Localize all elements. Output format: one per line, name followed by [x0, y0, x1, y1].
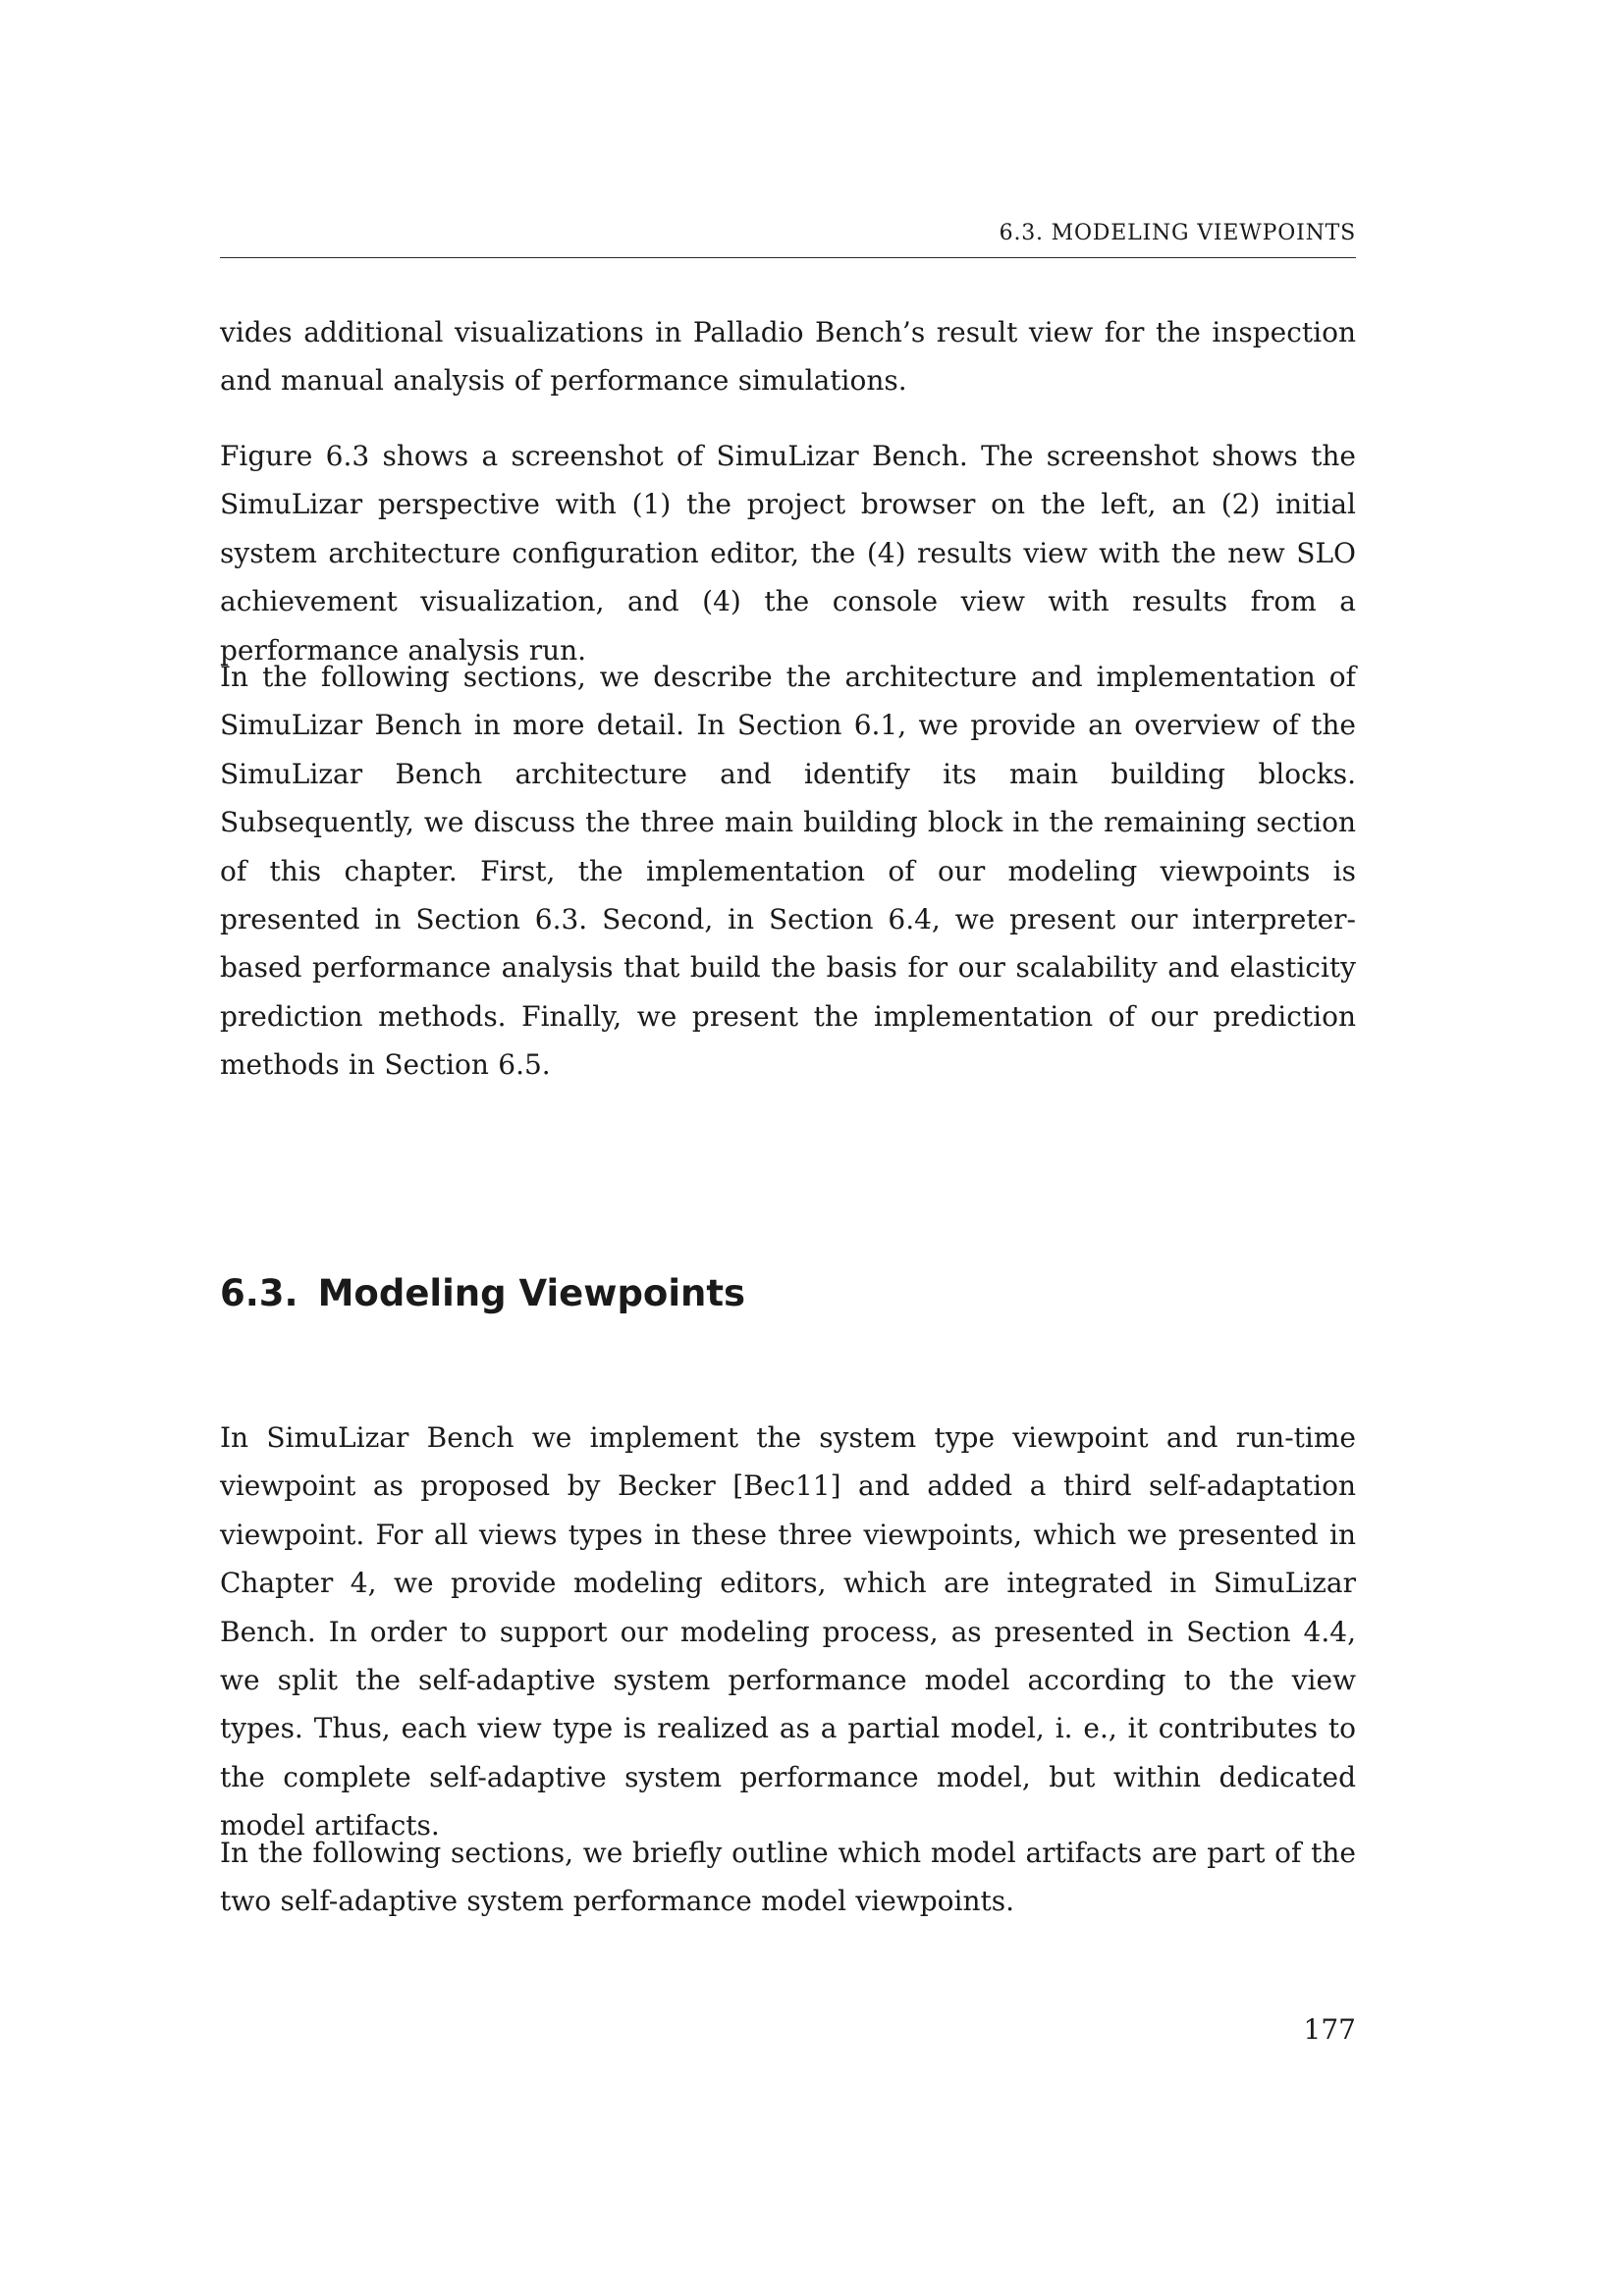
section-number: 6.3. — [220, 1272, 298, 1314]
body-paragraph-section-overview: In the following sections, we describe the architecture and implementation of SimuLizar Bench in more detail. In Section 6.1, we provide an overview of the SimuLizar Bench architecture and identify its main building blocks. Subsequently, we discuss the three main building block in the remaining section of this chapter. First, the implementation of our modeling viewpoints is presented in Section 6.3. Second, in Section 6.4, we present our interpreter-based performance analysis that build the basis for our scalability and elasticity prediction methods. Finally, we present the implementation of our prediction methods in Section 6.5. — [220, 661, 1356, 1082]
running-header: 6.3. MODELING VIEWPOINTS — [999, 221, 1356, 245]
page-number: 177 — [1303, 2013, 1356, 2046]
section-heading — [220, 1272, 745, 1315]
section-paragraph-viewpoints: In SimuLizar Bench we implement the system type viewpoint and run-time viewpoint as proposed by Becker [Bec11] and added a third self-adaptation viewpoint. For all views types in these three viewpoints, which we presented in Chapter 4, we provide modeling editors, which are integrated in SimuLizar Bench. In order to support our modeling process, as presented in Section 4.4, we split the self-adaptive system performance model according to the view types. Thus, each view type is realized as a partial model, i. e., it contributes to the complete self-adaptive system performance model, but within dedicated model artifacts. — [220, 1421, 1356, 1842]
body-paragraph-figure-description: Figure 6.3 shows a screenshot of SimuLizar Bench. The screenshot shows the SimuLizar perspective with (1) the project browser on the left, an (2) initial system architecture configuration editor, the (4) results view with the new SLO achievement visualization, and (4) the console view with results from a performance analysis run. — [220, 440, 1356, 667]
body-paragraph-continuation: vides additional visualizations in Palladio Bench’s result view for the inspection and manual analysis of performance simulations. — [220, 316, 1356, 398]
header-rule — [220, 257, 1356, 258]
section-title: Modeling Viewpoints — [317, 1272, 746, 1314]
document-page — [220, 0, 1356, 2296]
section-paragraph-outline: In the following sections, we briefly outline which model artifacts are part of the two self-adaptive system performance model viewpoints. — [220, 1837, 1356, 1918]
